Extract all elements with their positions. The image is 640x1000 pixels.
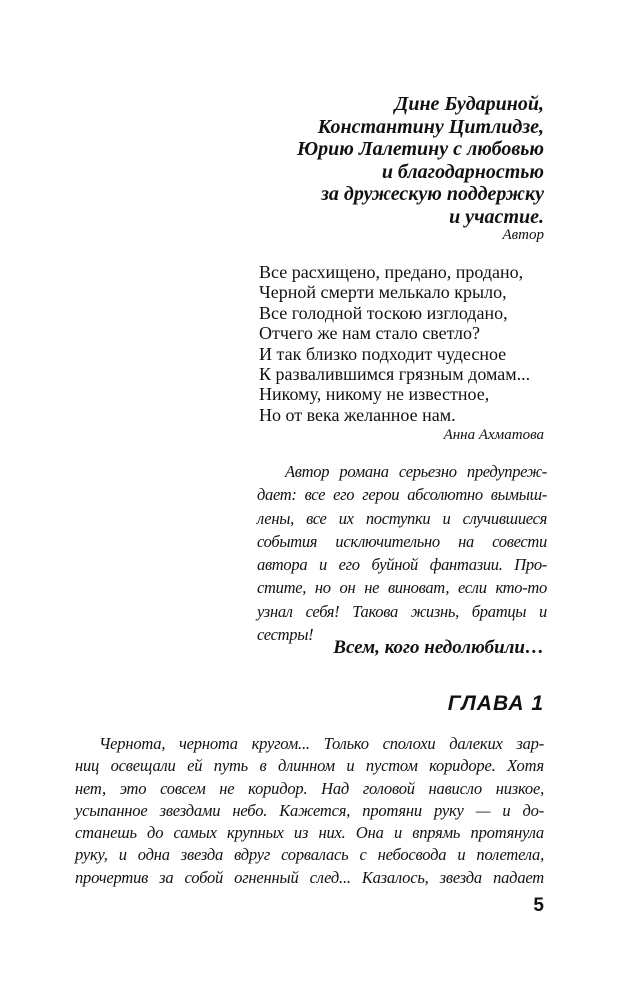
poem-epigraph	[259, 262, 530, 425]
dedication-line: Дине Бударинoй,	[394, 93, 544, 115]
poem-line: Все расхищено, предано, продано,	[259, 262, 524, 282]
poem-author: Анна Ахматова	[443, 427, 544, 443]
dedication-line: и благодарностью	[381, 160, 544, 183]
disclaimer-line: дает: все его герои абсолютно вымыш-	[257, 485, 547, 505]
body-line: усыпанное звездами небо. Кажется, протяни руку — и до-	[75, 800, 544, 820]
chapter-title: ГЛАВА 1	[447, 692, 544, 715]
disclaimer-line: стите, но он не виноват, если кто-то	[257, 578, 547, 598]
disclaimer-line: сестры!	[257, 625, 314, 645]
dedication-line: Юрию Лалетину с любовью	[297, 138, 544, 160]
dedication	[214, 93, 544, 228]
disclaimer-line: события исключительно на совести	[257, 531, 547, 551]
body-line: руку, и одна звезда вдруг сорвалась с небосвода и полетела,	[75, 845, 544, 865]
body-line: Чернота, чернота кругом... Только сполохи далеких зар-	[99, 734, 544, 753]
poem-line: Никому, никому не известное,	[259, 384, 490, 405]
poem-line: Но от века желанное нам.	[259, 404, 456, 425]
poem-line: Отчего же нам стало светло?	[259, 323, 481, 344]
dedication-line: Константину Цитлидзе,	[317, 115, 544, 138]
poem-line: Все голодной тоскою изглодано,	[259, 302, 508, 323]
dedication-line: за дружескую поддержку	[321, 183, 544, 205]
body-line: прочертив за собой огненный след... Казалось, звезда падает	[75, 867, 544, 887]
dedication-signature: Автор	[502, 227, 544, 243]
poem-line: К развалившимся грязным домам...	[259, 364, 531, 385]
author-disclaimer	[257, 460, 547, 646]
body-line: ниц освещали ей путь в длинном и пустом коридоре. Хотя	[75, 756, 544, 776]
body-line: нет, это совсем не коридор. Над головой нависло низкое,	[75, 778, 544, 798]
page-number: 5	[533, 895, 544, 916]
poem-line: Черной смерти мелькало крыло,	[259, 282, 507, 303]
dedication-line: и участие.	[449, 205, 544, 228]
body-line: станешь до самых крупных из них. Она и впрямь протянула	[75, 823, 544, 843]
poem-line: И так близко подходит чудесное	[259, 343, 507, 364]
disclaimer-line: автора и его буйной фантазии. Про-	[257, 555, 547, 575]
disclaimer-line: Автор романа серьезно предупреж-	[285, 462, 547, 481]
epigraph: Всем, кого недолюбили…	[333, 637, 544, 658]
chapter-body	[75, 733, 544, 889]
disclaimer-line: узнал себя! Такова жизнь, братцы и	[257, 601, 547, 621]
disclaimer-line: лены, все их поступки и случившиеся	[257, 508, 547, 528]
